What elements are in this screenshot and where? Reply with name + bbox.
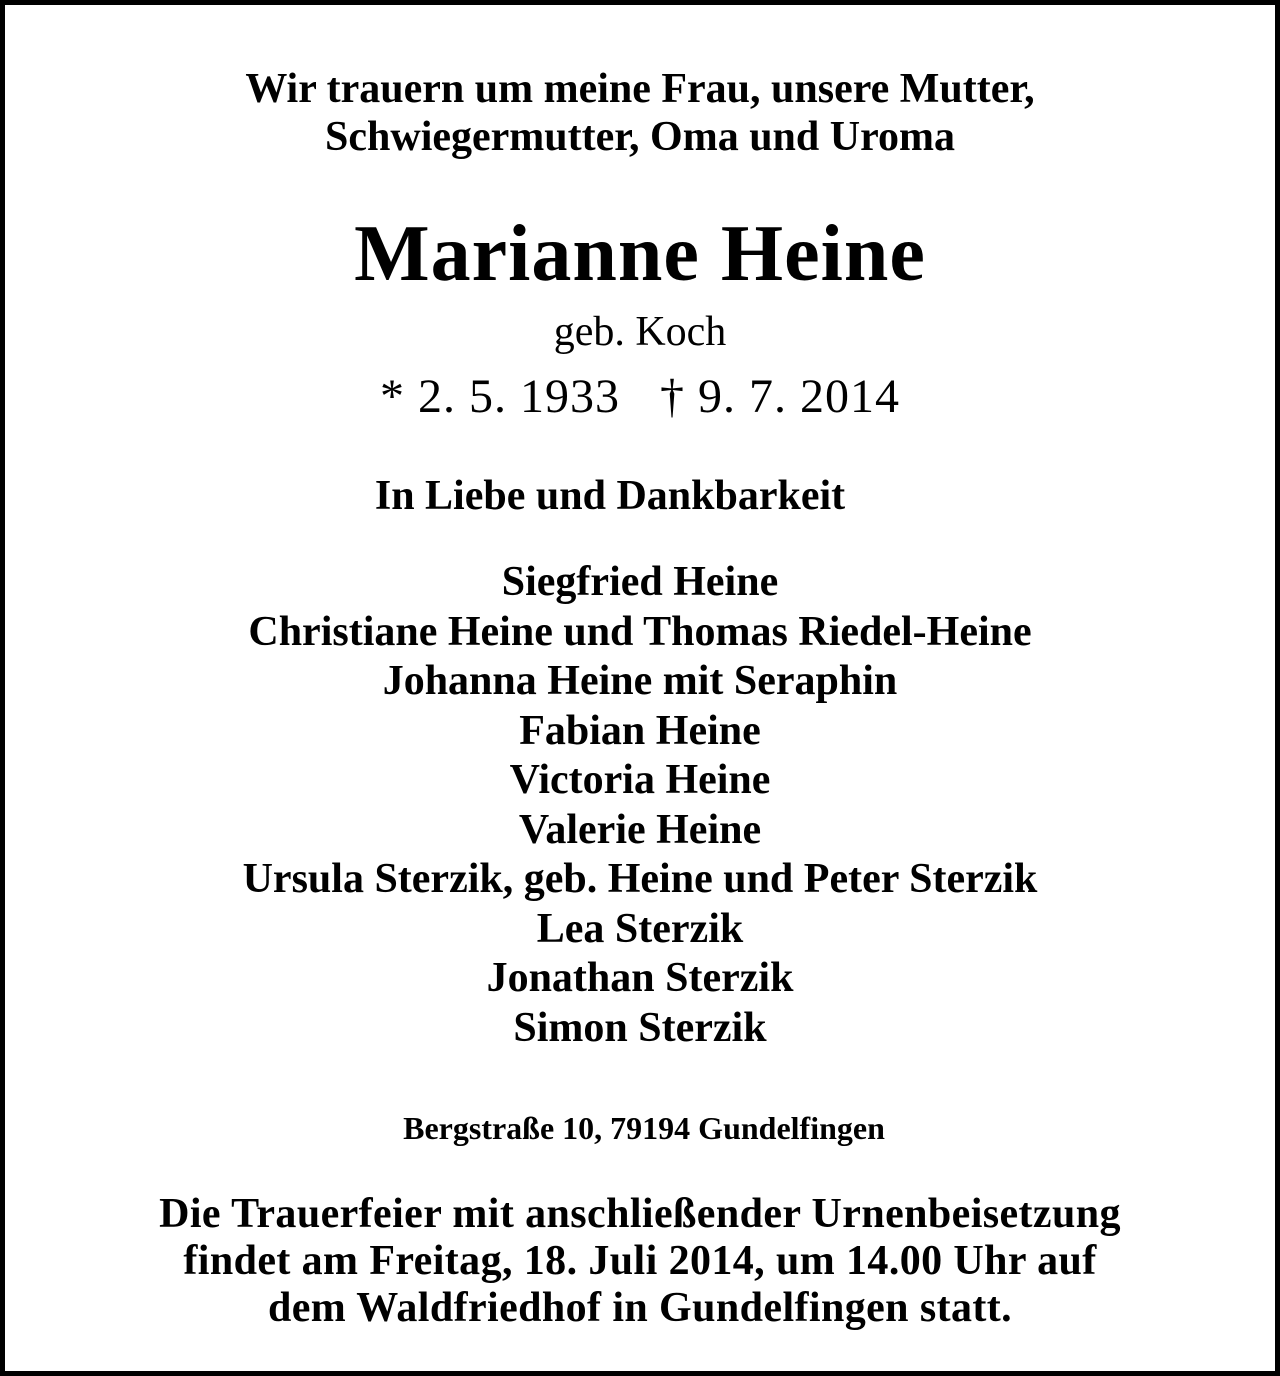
mourners-list [5,558,1275,1053]
death-date: † 9. 7. 2014 [660,370,900,423]
mourner-name: Jonathan Sterzik [486,955,794,1001]
ceremony-line: Die Trauerfeier mit anschließender Urnenbeisetzung [159,1191,1121,1237]
ceremony-line: findet am Freitag, 18. Juli 2014, um 14.00 Uhr auf [183,1238,1097,1284]
ceremony-info [5,1191,1275,1332]
mourner-name: Valerie Heine [518,806,762,853]
intro-text [5,65,1275,161]
maiden-name: geb. Koch [553,309,727,355]
mourner-name: Fabian Heine [519,707,761,754]
thanks-text: In Liebe und Dankbarkeit [374,473,846,519]
mourner-name: Simon Sterzik [513,1004,767,1051]
mourner-name: Ursula Sterzik, geb. Heine und Peter Sterzik [242,856,1038,902]
mourner-name: Siegfried Heine [501,559,779,605]
ceremony-line: dem Waldfriedhof in Gundelfingen statt. [267,1285,1013,1331]
mourner-name: Lea Sterzik [536,905,744,952]
deceased-name: Marianne Heine [354,210,926,298]
mourner-name: Victoria Heine [509,757,771,803]
mourner-name: Christiane Heine und Thomas Riedel-Heine [248,608,1032,655]
life-dates [5,369,1275,425]
intro-line: Schwiegermutter, Oma und Uroma [325,114,955,160]
address: Bergstraße 10, 79194 Gundelfingen [403,1110,885,1146]
intro-line: Wir trauern um meine Frau, unsere Mutter, [245,66,1035,112]
birth-date: * 2. 5. 1933 [380,370,620,423]
mourner-name: Johanna Heine mit Seraphin [382,658,898,704]
